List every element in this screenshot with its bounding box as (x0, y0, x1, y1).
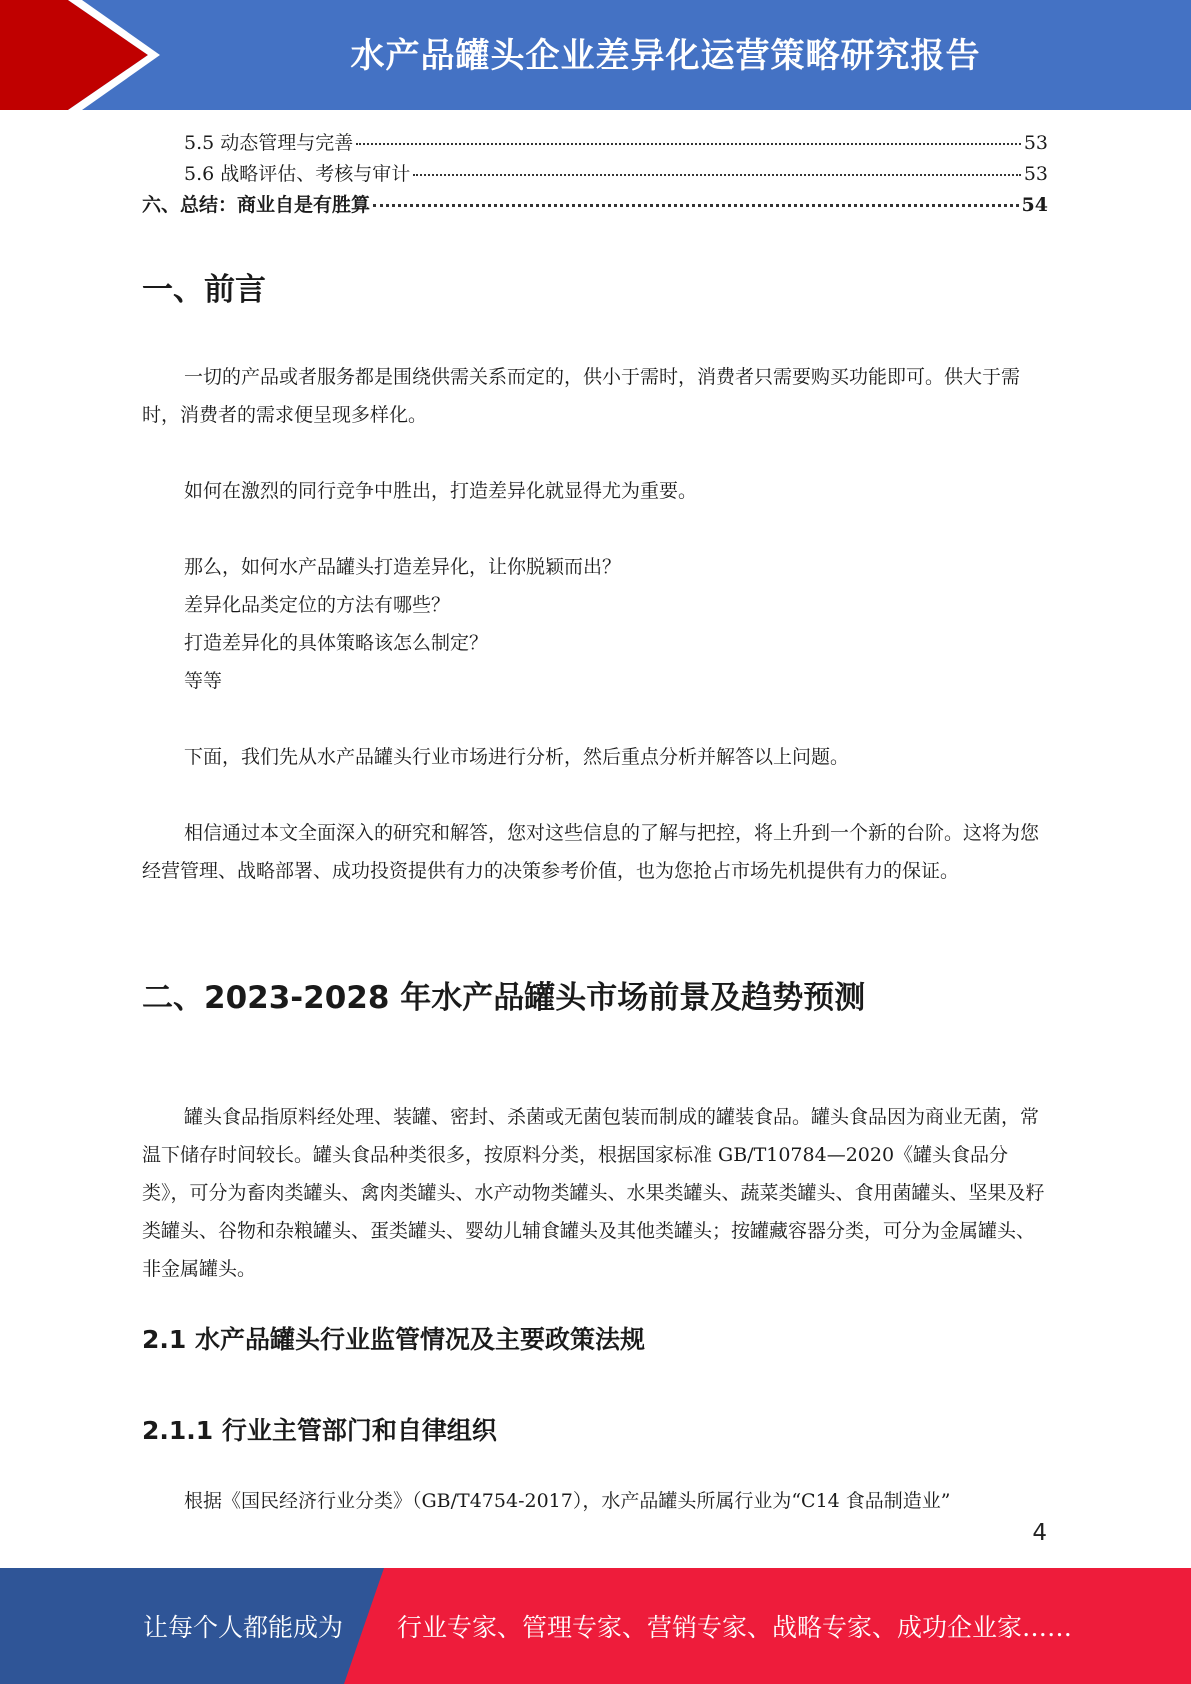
preface-question-1: 那么，如何水产品罐头打造差异化，让你脱颖而出？ (184, 556, 622, 578)
toc-entry-label: 5.5 动态管理与完善 (184, 132, 354, 154)
page-footer (0, 1568, 1191, 1684)
toc-entry-label: 5.6 战略评估、考核与审计 (184, 163, 411, 185)
toc-leader-dots (413, 174, 1021, 176)
report-title: 水产品罐头企业差异化运营策略研究报告 (350, 36, 981, 76)
toc-entry[interactable] (142, 190, 1048, 221)
toc-entry-label: 六、总结：商业自是有胜算 (142, 194, 371, 216)
preface-question-3: 打造差异化的具体策略该怎么制定？ (184, 632, 489, 654)
preface-paragraph-4: 相信通过本文全面深入的研究和解答，您对这些信息的了解与把控，将上升到一个新的台阶。这将为您经营管理、战略部署、成功投资提供有力的决策参考价值，也为您抢占市场先机提供有力的保证。 (142, 822, 1040, 882)
preface-paragraph-3: 下面，我们先从水产品罐头行业市场进行分析，然后重点分析并解答以上问题。 (184, 746, 850, 768)
toc-entry-page: 53 (1023, 132, 1048, 154)
toc-entry-page: 54 (1021, 194, 1048, 216)
page-header (0, 0, 1191, 110)
regulation-paragraph-1: 根据《国民经济行业分类》（GB/T4754-2017），水产品罐头所属行业为“C14 食品制造业” (184, 1490, 951, 1512)
preface-question-4: 等等 (184, 670, 223, 692)
toc-entry-page: 53 (1023, 163, 1048, 185)
footer-slogan-right: 行业专家、管理专家、营销专家、战略专家、成功企业家…… (397, 1613, 1073, 1642)
market-paragraph-1: 罐头食品指原料经处理、装罐、密封、杀菌或无菌包装而制成的罐装食品。罐头食品因为商业无菌，常温下储存时间较长。罐头食品种类很多，按原料分类，根据国家标准 GB/T10784—2020《罐头食品分类》，可分为畜肉类罐头、禽肉类罐头、水产动物类罐头、水果类罐头、蔬菜类罐头、食用菌罐头、坚果及籽类罐头、谷物和杂粮罐头、蛋类罐头、婴幼儿辅食罐头及其他类罐头；按罐藏容器分类，可分为金属罐头、非金属罐头。 (142, 1106, 1045, 1280)
section-heading-preface: 一、前言 (142, 272, 266, 308)
subsection-heading-2-1: 2.1 水产品罐头行业监管情况及主要政策法规 (142, 1325, 645, 1354)
toc-entry[interactable] (142, 159, 1048, 190)
subsection-heading-2-1-1: 2.1.1 行业主管部门和自律组织 (142, 1416, 497, 1445)
footer-slogan-left: 让每个人都能成为 (143, 1613, 344, 1642)
toc-entry[interactable] (142, 128, 1048, 159)
section-heading-market-forecast: 二、2023-2028 年水产品罐头市场前景及趋势预测 (142, 980, 866, 1016)
preface-paragraph-1: 一切的产品或者服务都是围绕供需关系而定的，供小于需时，消费者只需要购买功能即可。供大于需时，消费者的需求便呈现多样化。 (142, 366, 1021, 426)
toc-leader-dots (356, 143, 1021, 145)
table-of-contents (142, 128, 1048, 221)
page-number: 4 (1032, 1520, 1047, 1546)
preface-paragraph-2: 如何在激烈的同行竞争中胜出，打造差异化就显得尤为重要。 (184, 480, 698, 502)
toc-leader-dots (373, 204, 1019, 207)
preface-question-2: 差异化品类定位的方法有哪些？ (184, 594, 451, 616)
